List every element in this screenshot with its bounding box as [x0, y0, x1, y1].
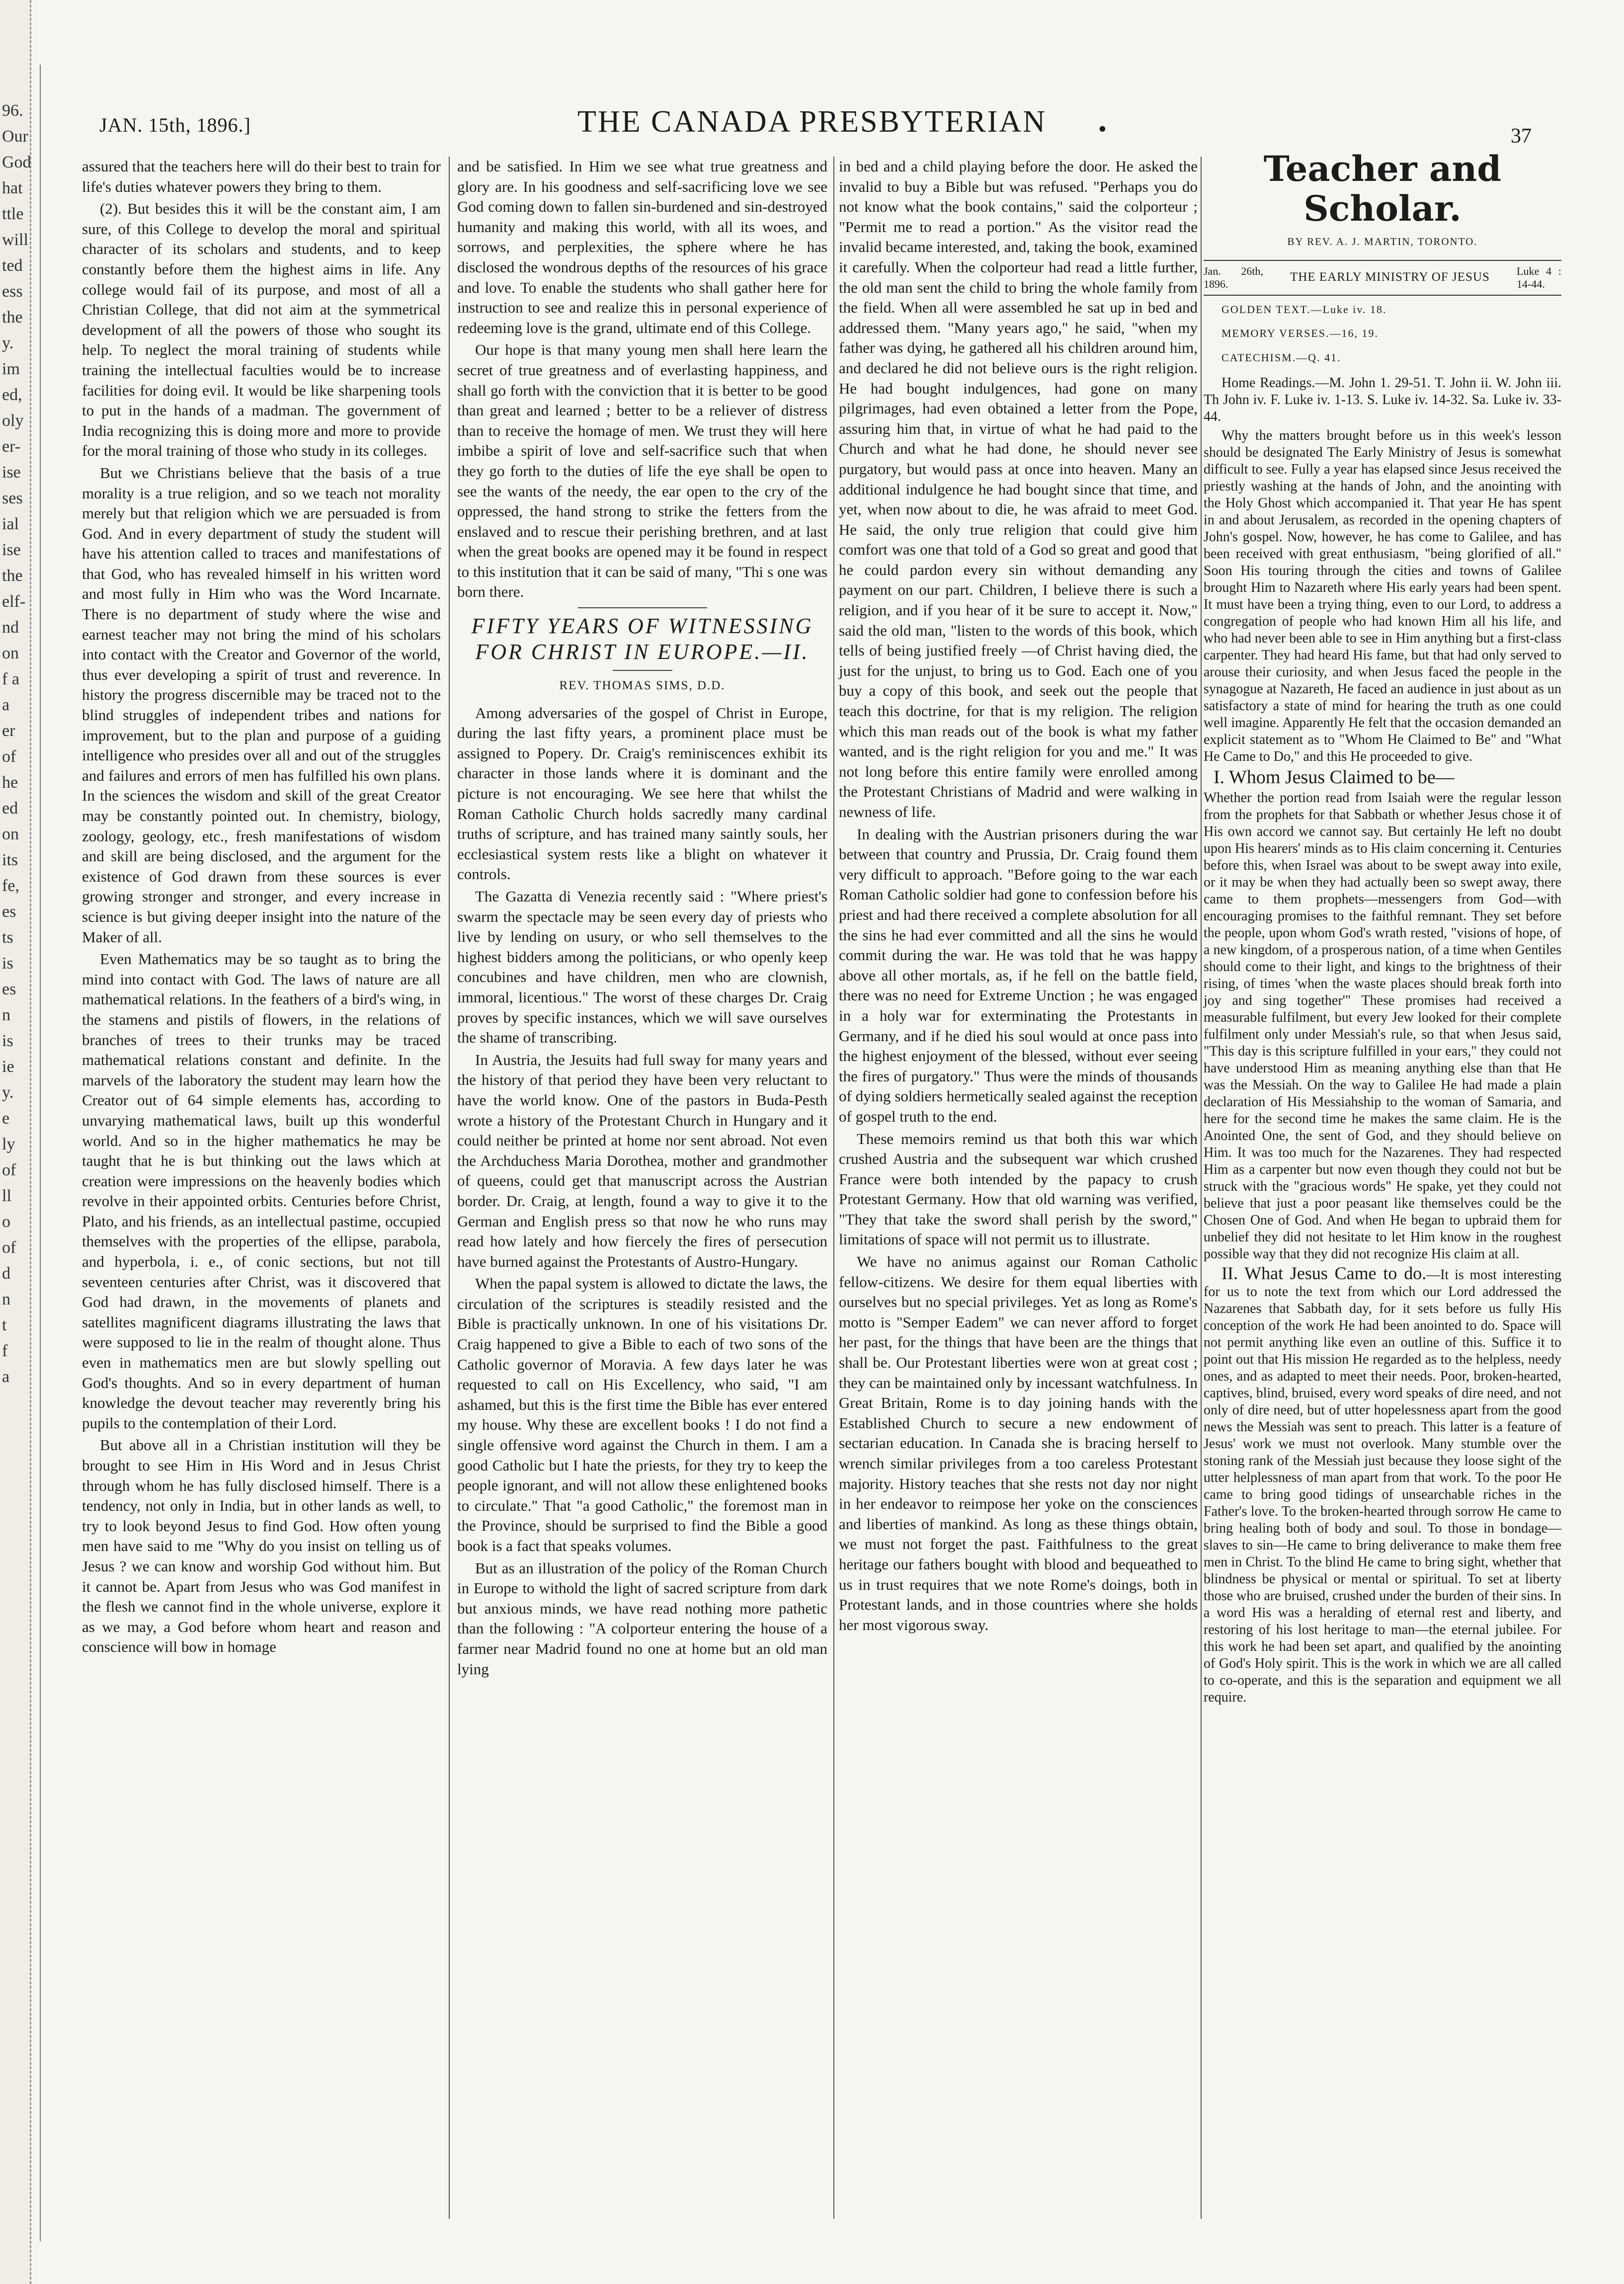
- margin-fragment: will: [2, 231, 28, 249]
- paragraph: We have no animus against our Roman Catholic fellow-citizens. We desire for them equal liberties with ourselves but no special privileges. Yet as long as Rome's motto is "Semper Eadem" we can never afford to forget her past, for the things that have been are the things that shall be. Our Protestant liberties were won at great cost ; they can be maintained only by incessant watchfulness. In Great Britain, Rome is to day joining hands with the Established Church to secure a new endowment of sectarian education. In Canada she is bracing herself to wrench similar privileges from a too careless Protestant majority. History teaches that she rests not day nor night in her endeavor to reimpose her yoke on the consciences and liberties of mankind. As long as these things obtain, we must not forget the past. Faithfulness to the great heritage our fathers bought with blood and bequeathed to us in trust requires that we note Rome's doings, both in Protestant lands, and in those countries where she holds her most vigorous sway.: [839, 1253, 1198, 1633]
- article-separator: [613, 670, 672, 671]
- header-mark: •: [1098, 116, 1107, 142]
- margin-fragment: ess: [2, 282, 23, 301]
- margin-fragment: es: [2, 902, 16, 921]
- paragraph: When the papal system is allowed to dictate the laws, the circulation of the scriptures is steadily resisted and the Bible is practically unknown. In one of his visitations Dr. Craig happened to give a Bible to each of two sons of the Catholic governor of Moravia. A few days later he was requested to call on His Excellency, who said, "I am ashamed, but this is the first time the Bible has ever entered my house. Why these are excellent books ! I do not find a single offensive word against the Church in them. I am a good Catholic but I hate the priests, for they try to keep the people ignorant, and will not allow these enlightened books to circulate." That "a good Catholic," the foremost man in the Province, should be surprised to find the Bible a good book is a fact that speaks volumes.: [457, 1275, 827, 1554]
- margin-fragment: er-: [2, 437, 21, 456]
- margin-fragment: on: [2, 644, 19, 662]
- margin-fragment: ise: [2, 541, 21, 559]
- margin-fragment: nd: [2, 618, 19, 637]
- gutter-rule: [40, 65, 41, 2241]
- margin-fragment: y.: [2, 1083, 14, 1102]
- paragraph: Our hope is that many young men shall here learn the secret of true greatness and of everlasting happiness, and shall go forth with the conviction that it is better to be good than great and learned ; better to be a reliever of distress than to receive the homage of men. We trust they will here imbibe a spirit of love and self-sacrifice such that when they go forth to the duties of life the eye shall be open to see the wants of the needy, the ear open to the cry of the oppressed, the hand strong to strike the fetters from the enslaved and to rescue their perishing brethren, and at last when the great books are opened may it be found in respect to this institution that it can be said of many, "Thi s one was born there.: [457, 341, 827, 601]
- margin-fragment: ed: [2, 799, 18, 817]
- catechism: CATECHISM.—Q. 41.: [1221, 351, 1341, 364]
- margin-fragment: im: [2, 360, 20, 378]
- lesson-date: Jan. 26th, 1896.: [1204, 264, 1263, 290]
- paragraph: Whether the portion read from Isaiah were the regular lesson from the prophets for that Sabbath or whether Jesus chose it of His own accord we cannot say. But certainly He left no doubt upon His hearers' minds as to His claim concerning it. Centuries before this, when Israel was about to be swept away into exile, or it may be when they had actually been so swept away, there came to them prophets—messengers from God—with encouraging promises to the faithful remnant. They set before the people, upon whom God's wrath rested, "visions of hope, of a new kingdom, of a prosperous nation, of a time when Gentiles should come to their light, and kings to the brightness of their rising, of times 'when the waste places should break forth into joy and sing together'" These promises had received a measurable fulfilment, but every Jew looked for their complete fulfilment only under Messiah's rule, so that when Jesus said, "This day is this scripture fulfilled in your ears," they could not have understood Him as meaning anything else than that He was the Messiah. On the way to Galilee He had made a plain declaration of His Messiahship to the woman of Samaria, and here for the second time he makes the same claim. He is the Anointed One, the sent of God, and they should believe on Him. It was too much for the Nazarenes. They had respected Him as a carpenter but now even though they could not but be struck with the "gracious words" He spake, yet they could not believe that just a poor peasant like themselves could be the Chosen One of God. And when He began to upbraid them for unbelief they did not hesitate to let Him know in the roughest possible way that they did not recognize His claim at all.: [1204, 790, 1561, 1262]
- margin-fragment: d: [2, 1264, 10, 1283]
- margin-fragment: f: [2, 1342, 8, 1360]
- lesson-header: [1204, 260, 1561, 296]
- margin-fragment: ial: [2, 515, 19, 533]
- paragraph: assured that the teachers here will do their best to train for life's duties whatever powers they bring to them.: [82, 158, 441, 195]
- article-title: [457, 613, 827, 665]
- article-separator: [578, 607, 707, 608]
- subheading: I. Whom Jesus Claimed to be—: [1214, 767, 1455, 788]
- issue-date: JAN. 15th, 1896.]: [99, 114, 251, 136]
- paragraph: [1204, 1265, 1561, 1706]
- column-2: [457, 157, 827, 1681]
- margin-fragment: n: [2, 1290, 10, 1308]
- margin-fragment: is: [2, 954, 13, 973]
- paragraph: These memoirs remind us that both this war which crushed Austria and the subsequent war which crushed France were both intended by the papacy to crush Protestant Germany. How that old warning was verified, "They that take the sword shall perish by the sword," limitations of space will not permit us to illustrate.: [839, 1130, 1198, 1248]
- paragraph: and be satisfied. In Him we see what true greatness and glory are. In his goodness and self-sacrificing love we see God coming down to fallen sin-burdened and sin-destroyed humanity and making this world, with all its woes, and sorrows, and perplexities, the sphere where he has disclosed the wondrous depths of the resources of his grace and love. To enable the students who shall gather here for instruction to see and realize this in personal experience of redeeming love is the grand, ultimate end of this College.: [457, 158, 827, 336]
- adjacent-page-edge: [0, 0, 31, 2284]
- margin-fragment: ts: [2, 928, 13, 947]
- column-rule: [449, 157, 450, 2219]
- margin-fragment: is: [2, 1032, 13, 1050]
- paragraph: But we Christians believe that the basis of a true morality is a true religion, and so we teach not morality merely but that religion which we are persuaded is from God. And in every department of study the student will have his attention called to traces and manifestations of that God, who has revealed himself in his written word and most fully in Him who was the Word Incarnate. There is no department of study where the wise and earnest teacher may not bring the mind of his scholars into contact with the Creator and Governor of the world, thus ever developing a spirit of trust and reverence. In history the progress discernible may be traced not to the blind struggles of independent tribes and nations for improvement, but to the plan and purpose of a guiding intelligence who presides over all and out of the struggles and failures and errors of men has fulfilled his own plans. In the sciences the wisdom and skill of the great Creator may be constantly pointed out. In chemistry, biology, zoology, geology, etc., fresh manifestations of wisdom and skill are being disclosed, and the argument for the existence of God drawn from these sources is ever growing stronger and stronger, and every increase in science is but giving deeper insight into the nature of the Maker of all.: [82, 464, 441, 946]
- paragraph: Even Mathematics may be so taught as to bring the mind into contact with God. The laws of nature are all mathematical relations. In the feathers of a bird's wing, in the stamens and pistils of flowers, in the relations of branches of trees to their trunks may be traced mathematical relations constant and definite. In the marvels of the laboratory the student may learn how the Creator out of 64 simple elements has, according to unvarying mathematical laws, built up this wonderful world. And so in the higher mathematics he may be taught that he is but thinking out the laws which at creation were impressions on the heavenly bodies which revolve in their appointed orbits. Centuries before Christ, Plato, and his friends, as an intellectual pastime, occupied themselves with the properties of the ellipse, parabola, and hyperbola, i. e., of conic sections, but not till seventeen centuries after Christ, was it discovered that God had drawn, in the movements of planets and satellites magnificent diagrams illustrating the laws that were supposed to lie in the realm of thought alone. Thus even in mathematics men are but slowly spelling out God's thoughts. And so in every department of human knowledge the devout teacher may reverently bring his pupils to the contemplation of their Lord.: [82, 950, 441, 1432]
- column-4: [1204, 149, 1561, 1708]
- margin-fragment: a: [2, 696, 10, 714]
- margin-fragment: f a: [2, 670, 19, 688]
- margin-fragment: Our: [2, 127, 28, 146]
- paragraph: In Austria, the Jesuits had full sway for many years and the history of that period they have been very reluctant to have the world know. One of the pastors in Buda-Pesth wrote a history of the Protestant Church in Hungary and it could neither be printed at home nor sent abroad. Not even the Archduchess Maria Dorothea, mother and grandmother of queens, could get that manuscript across the Austrian border. Dr. Craig, at length, found a way to give it to the German and English press so that now he who runs may read how lately and how fiercely the fires of persecution have burned against the Protestants of Austro-Hungary.: [457, 1051, 827, 1270]
- margin-fragment: oly: [2, 411, 24, 430]
- lesson-reference: Luke 4 : 14-44.: [1517, 264, 1561, 290]
- section-byline: BY REV. A. J. MARTIN, TORONTO.: [1287, 236, 1478, 247]
- margin-fragment: elf-: [2, 592, 26, 611]
- margin-fragment: ll: [2, 1187, 11, 1205]
- page-number: 37: [1511, 125, 1532, 148]
- masthead-title: THE CANADA PRESBYTERIAN: [577, 105, 1047, 139]
- margin-fragment: of: [2, 1238, 16, 1257]
- margin-fragment: ses: [2, 489, 23, 507]
- section-title: Teacher and Scholar.: [1263, 148, 1502, 229]
- article-title-line: FIFTY YEARS OF WITNESSING: [471, 614, 813, 639]
- margin-fragment: on: [2, 825, 19, 843]
- margin-fragment: ie: [2, 1058, 14, 1076]
- margin-fragment: y.: [2, 334, 14, 352]
- paragraph: in bed and a child playing before the door. He asked the invalid to buy a Bible but was refused. "Perhaps you do not know what the book contains," said the colporteur ; "Permit me to read a portion." As the visitor read the invalid became interested, and, taking the book, examined it carefully. When the colporteur had read a little further, the old man sent the child to bring the whole family from the field. When all were assembled he sat up in bed and addressed them. "Many years ago," he said, "when my father was dying, he gathered all his children around him, and declared he did not believe ours is the right religion. He had bought indulgences, had gone on many pilgrimages, had even obtained a letter from the Pope, assuring him that, in virtue of what he had paid to the Church and what he had done, he should never see purgatory, but would pass at once into heaven. Many an additional indulgence he had bought since that time, and yet, when now about to die, he was afraid to meet God. He said, the only true religion that could give him comfort was one that told of a God so great and good that he could pardon every sin without demanding any payment on our part. Children, I believe there is such a religion, and if you hear of it be sure to accept it. Now," said the old man, "listen to the words of this book, which tells of being justified freely —of Christ having died, the just for the unjust, to bring us to God. Each one of you buy a copy of this book, and seek out the people that teach this doctrine, for that is my religion. The religion which this man reads out of the book is what my father wanted, and is the right religion for you and me." It was not long before this entire family were enrolled among the Protestant Christians of Madrid and were walking in newness of life.: [839, 158, 1198, 820]
- margin-fragment: ed,: [2, 386, 22, 404]
- paragraph: The Gazatta di Venezia recently said : "Where priest's swarm the spectacle may be seen every day of priests who live by lending on usury, or who sell themselves to the highest bidders among the politicians, or who openly keep concubines and have children, men who are clownish, immoral, licentious." The worst of these charges Dr. Craig proves by specific instances, which we will save ourselves the shame of transcribing.: [457, 888, 827, 1047]
- lesson-title: THE EARLY MINISTRY OF JESUS: [1290, 270, 1490, 284]
- margin-fragment: the: [2, 567, 23, 585]
- article-byline: REV. THOMAS SIMS, D.D.: [559, 679, 726, 693]
- margin-fragment: of: [2, 1161, 16, 1179]
- article-title-line: FOR CHRIST IN EUROPE.—II.: [475, 640, 810, 664]
- paragraph: But above all in a Christian institution will they be brought to see Him in His Word and in Jesus Christ through whom he has fully disclosed himself. There is a tendency, not only in India, but in other lands as well, to try to look beyond Jesus to find God. How often young men have said to me "Why do you insist on telling us of Jesus ? we can know and worship God without him. But it cannot be. Apart from Jesus who was God manifest in the flesh we cannot find in the whole universe, explore it as we may, a God before whom heart and reason and conscience will bow in homage: [82, 1436, 441, 1656]
- paragraph: In dealing with the Austrian prisoners during the war between that country and Prussia, Dr. Craig found them very difficult to approach. "Before going to the war each Roman Catholic soldier had gone to confession before his priest and had there received a complete absolution for all the sins he had ever committed and all the sins he would commit during the war. He was told that he was happy above all other mortals, as, if he fell on the battle field, there was no need for Extreme Unction ; he was engaged in a holy war for exterminating the Protestants in Germany, and if he died his soul would at once pass into the highest enjoyment of the blessed, without ever seeing the fires of purgatory." Thus were the minds of thousands of dying soldiers hermetically sealed against the reception of gospel truth to the end.: [839, 825, 1198, 1125]
- paragraph: (2). But besides this it will be the constant aim, I am sure, of this College to develop the moral and spiritual character of its scholars and students, and to keep constantly before them the highest aims in life. Any college would fail of its purpose, and most of all a Christian College, that did not aim at the symmetrical development of all the powers of those who sought its help. To neglect the moral training of students while training the intellectual faculties would be to increase facilities for doing evil. It would be like sharpening tools to put in the hands of a madman. The government of India recognizing this is doing more and more to provide for the moral training of those who study in its colleges.: [82, 200, 441, 460]
- margin-fragment: a: [2, 1368, 10, 1386]
- margin-fragment: ted: [2, 256, 23, 275]
- margin-fragment: e: [2, 1109, 10, 1128]
- margin-fragment: its: [2, 851, 18, 869]
- margin-fragment: 96.: [2, 101, 23, 120]
- margin-fragment: es: [2, 980, 16, 998]
- column-rule: [1201, 157, 1202, 2219]
- column-1: [82, 157, 441, 1659]
- paragraph: But as an illustration of the policy of the Roman Church in Europe to withold the light of sacred scripture from dark but anxious minds, we have read nothing more pathetic than the following : "A colporteur entering the house of a farmer near Madrid found no one at home but an old man lying: [457, 1559, 827, 1678]
- margin-fragment: fe,: [2, 877, 19, 895]
- margin-fragment: t: [2, 1316, 7, 1334]
- margin-fragment: er: [2, 722, 15, 740]
- paragraph: Among adversaries of the gospel of Christ in Europe, during the last fifty years, a prominent place must be assigned to Popery. Dr. Craig's reminiscences exhibit its character in those lands where it is dominant and the picture is not encouraging. We see here that whilst the Roman Catholic Church holds sacredly many cardinal truths of scripture, and has trained many saintly souls, her ecclesiastical system rests like a blight on whatever it controls.: [457, 704, 827, 883]
- paragraph: Why the matters brought before us in this week's lesson should be designated The Early Ministry of Jesus is somewhat difficult to see. Fully a year has elapsed since Jesus received the priestly washing at the hands of John, and the anointing with the Holy Ghost which accompanied it. That year He has spent in and about Jerusalem, as recorded in the opening chapters of John's gospel. Now, however, he has come to Galilee, and has been received with great enthusiasm, "being glorified of all." Soon His touring through the cities and towns of Galilee brought Him to Nazareth where His early years had been spent. It must have been a trying thing, even to our Lord, to address a congregation of people who had known Him all his life, and who had never been able to see in Him anything but a first-class carpenter. They had heard His fame, but that had only served to arouse their curiosity, and when Jesus faced the people in the synagogue at Nazareth, He faced an audience in just about as un satisfactory a state of mind for hearing the truth as one could well imagine. Apparently He felt that the occasion demanded an explicit statement as to "Whom He Claimed to Be" and "What He Came to Do," and this He proceeded to give.: [1204, 428, 1561, 765]
- margin-fragment: ly: [2, 1135, 15, 1153]
- margin-fragment: God: [2, 153, 31, 171]
- margin-fragment: ise: [2, 463, 21, 482]
- margin-fragment: o: [2, 1213, 10, 1231]
- margin-fragment: hat: [2, 179, 23, 197]
- memory-verses: MEMORY VERSES.—16, 19.: [1221, 327, 1379, 340]
- margin-fragment: the: [2, 308, 23, 326]
- margin-fragment: he: [2, 773, 18, 792]
- column-rule: [833, 157, 834, 2219]
- golden-text: GOLDEN TEXT.—Luke iv. 18.: [1221, 303, 1387, 316]
- home-readings: Home Readings.—M. John 1. 29-51. T. John ii. W. John iii. Th John iv. F. Luke iv. 1-13. S. Luke iv. 14-32. Sa. Luke iv. 33-44.: [1204, 375, 1561, 425]
- margin-fragment: n: [2, 1006, 10, 1024]
- subheading: II. What Jesus Came to do.: [1221, 1263, 1427, 1283]
- paragraph-text: —It is most interesting for us to note the text from which our Lord addressed the Nazarenes that Sabbath day, for it sets before us fully His conception of the work He had been anointed to do. Space will not permit anything like even an outline of this. Suffice it to point out that His mission He regarded as to the helpless, needy ones, and as adapted to meet their needs. Poor, broken-hearted, captives, blind, bruised, every word speaks of dire need, and not only of dire need, but of utter hopelessness apart from the good news the Messiah was sent to preach. This latter is a feature of Jesus' work we must not overlook. Many stumble over the stoning rank of the Messiah just because they loose sight of the utter helplessness of man apart from that work. To the poor He came to bring good tidings of unsearchable riches in the Father's love. To the broken-hearted through sorrow He came to bring healing both of body and soul. To those in bondage—slaves to sin—He came to bring deliverance to make them free men in Christ. To the blind He came to bring sight, whether that blindness be physical or mental or spiritual. To set at liberty those who are bruised, crushed under the burden of their sins. In a word His was a heralding of eternal rest and liberty, and restoring of his lost heritage to man—the eternal jubilee. For this work he had been set apart, and qualified by the anointing of God's Holy spirit. This is the work in which we are all called to co-operate, and this is the separation and equipment we all require.: [1204, 1267, 1562, 1705]
- column-3: [839, 157, 1198, 1637]
- margin-fragment: ttle: [2, 205, 24, 223]
- margin-fragment: of: [2, 747, 16, 766]
